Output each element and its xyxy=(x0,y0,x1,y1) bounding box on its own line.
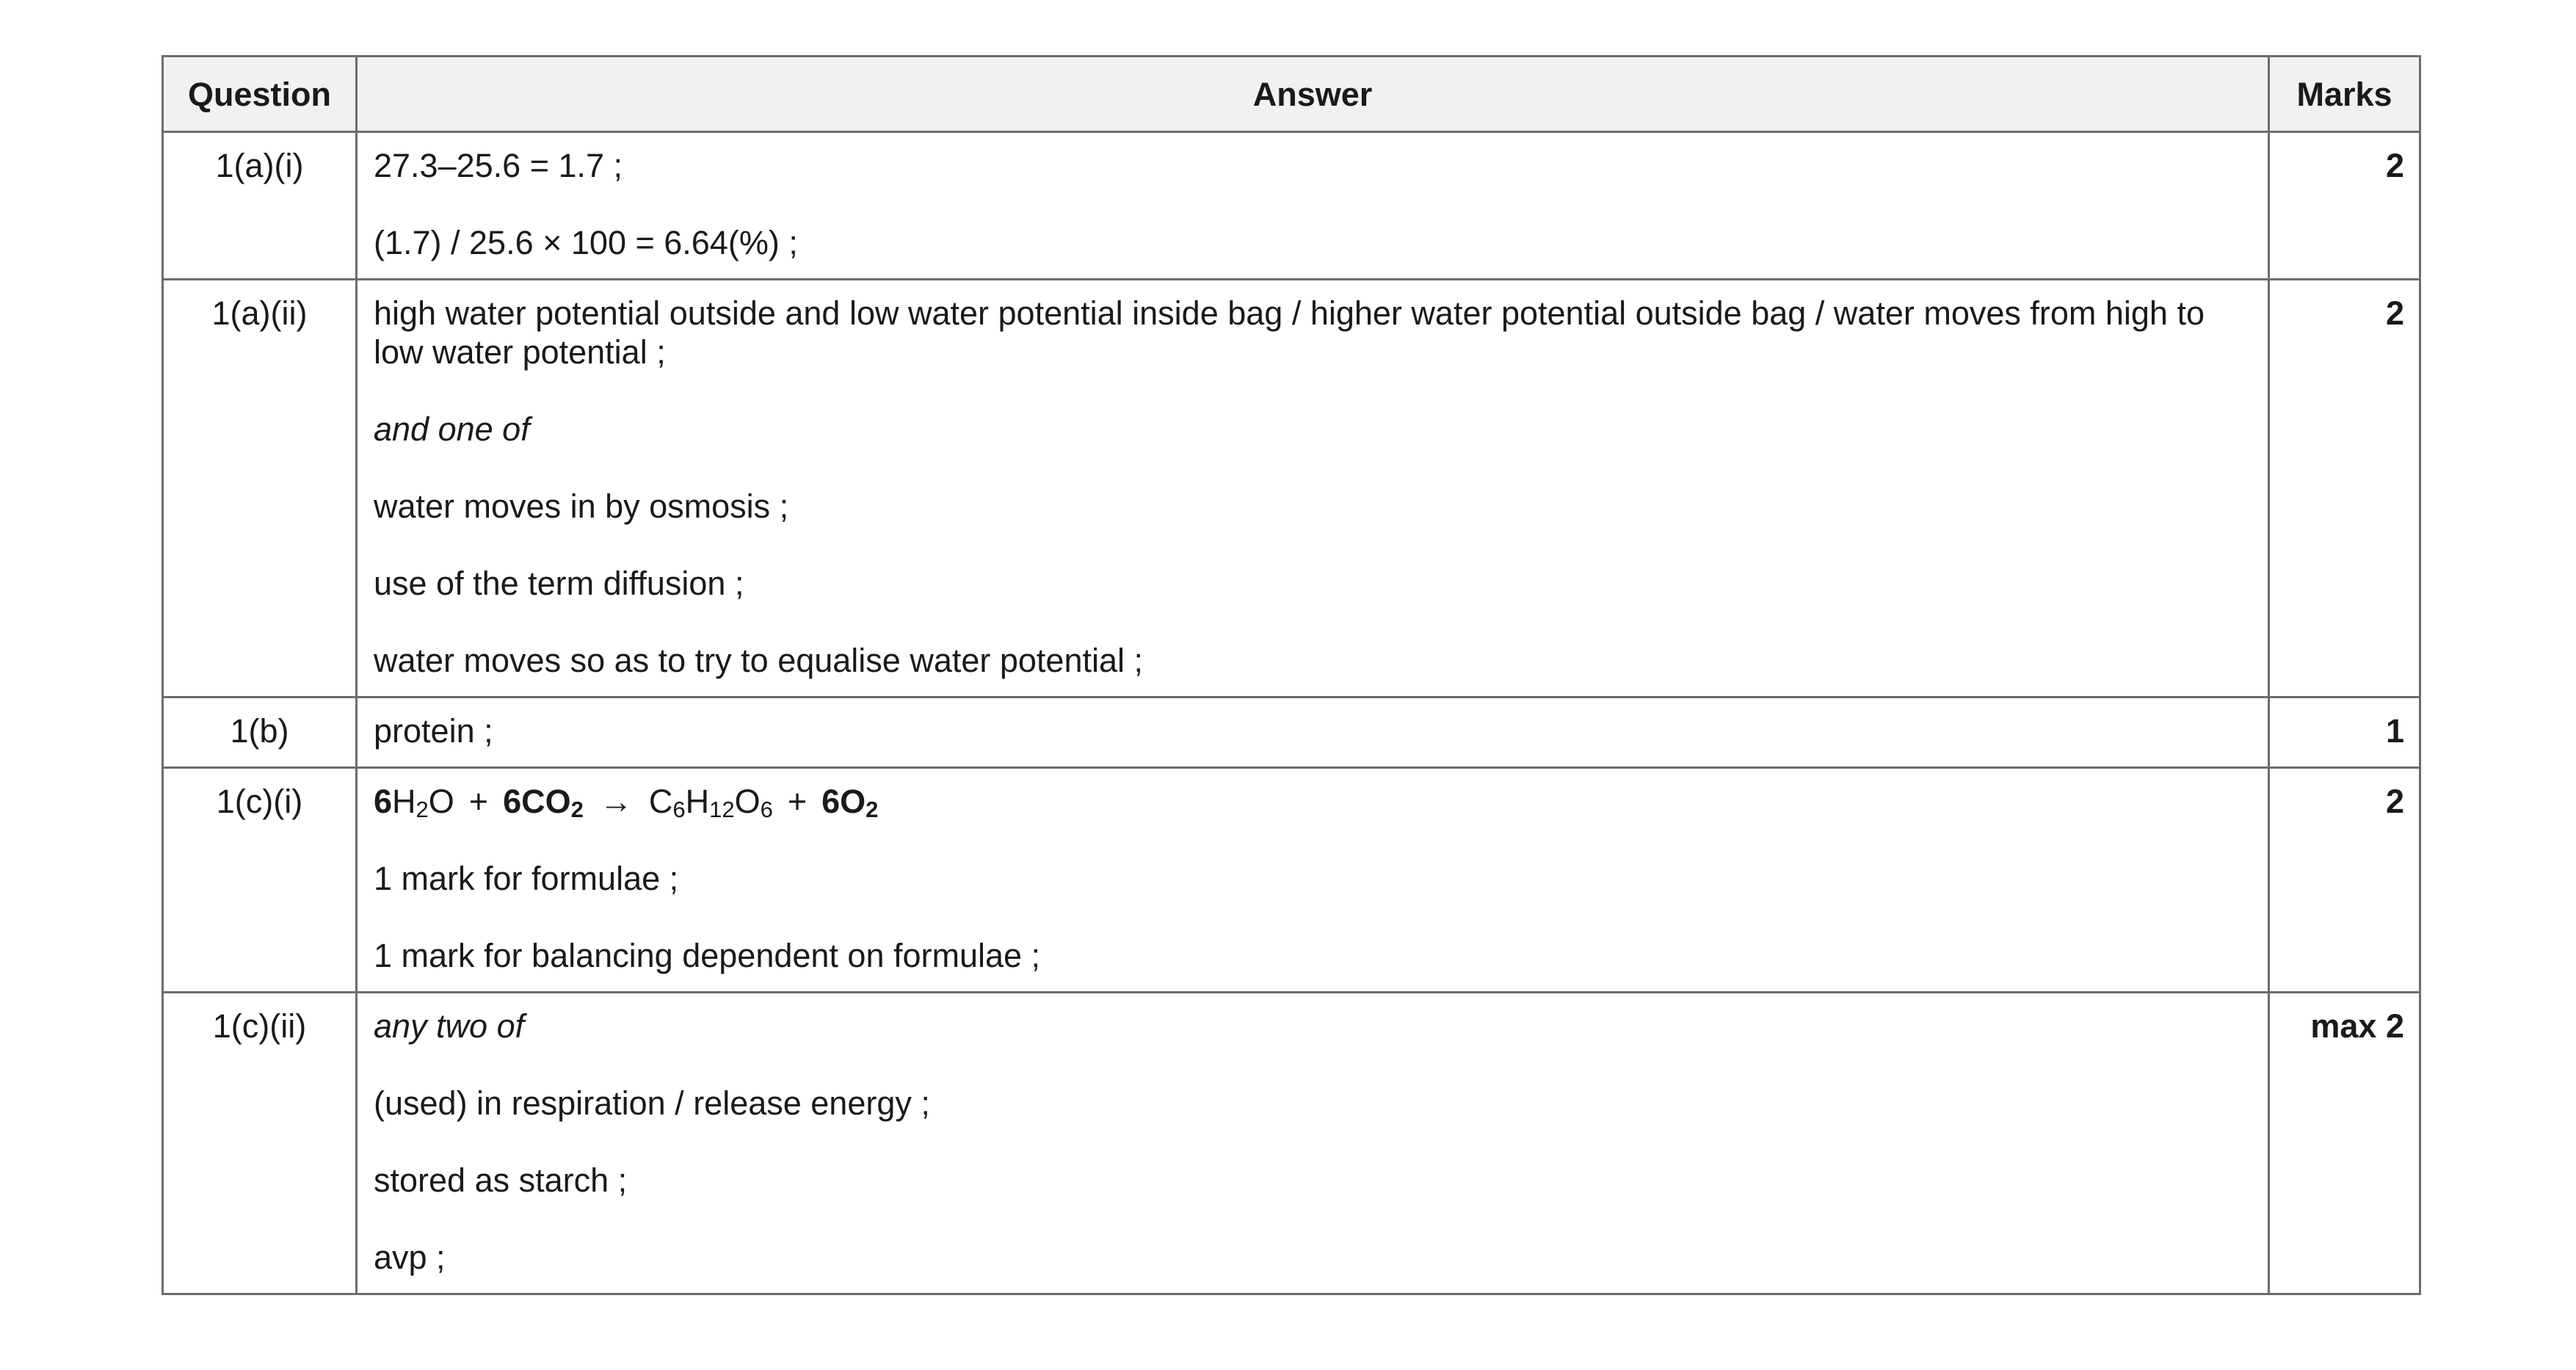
mark-scheme-table xyxy=(162,55,2421,1295)
question-number: 1(c)(ii) xyxy=(163,993,357,1294)
equation-term: O xyxy=(428,783,454,820)
question-number: 1(a)(i) xyxy=(163,132,357,280)
answer-cell xyxy=(357,768,2269,993)
marks-value: 2 xyxy=(2269,280,2420,697)
equation-term: H xyxy=(685,783,710,820)
equation-subscript: 2 xyxy=(866,797,879,822)
marks-value: max 2 xyxy=(2269,993,2420,1294)
photosynthesis-equation xyxy=(374,782,2252,821)
mark-scheme-page xyxy=(162,55,2419,1295)
question-number: 1(a)(ii) xyxy=(163,280,357,697)
marks-value: 1 xyxy=(2269,697,2420,768)
answer-cell xyxy=(357,132,2269,280)
equation-subscript: 2 xyxy=(416,797,429,822)
equation-arrow: → xyxy=(599,783,633,820)
table-row xyxy=(163,768,2420,993)
table-row xyxy=(163,697,2420,768)
answer-cell xyxy=(357,993,2269,1294)
marks-value: 2 xyxy=(2269,132,2420,280)
answer-line: (1.7) / 25.6 × 100 = 6.64(%) ; xyxy=(374,224,798,261)
equation-subscript: 6 xyxy=(760,797,773,822)
answer-line: 27.3–25.6 = 1.7 ; xyxy=(374,147,623,184)
table-row xyxy=(163,132,2420,280)
equation-coefficient: 6 xyxy=(374,783,393,820)
equation-term: H xyxy=(392,783,416,820)
answer-line: 1 mark for balancing dependent on formulae ; xyxy=(374,937,1041,974)
answer-line: (used) in respiration / release energy ; xyxy=(374,1084,930,1122)
equation-coefficient: 6O xyxy=(821,783,866,820)
marks-column-header: Marks xyxy=(2269,57,2420,132)
answer-column-header: Answer xyxy=(357,57,2269,132)
answer-line: use of the term diffusion ; xyxy=(374,565,744,602)
equation-subscript: 2 xyxy=(570,797,584,822)
question-number: 1(b) xyxy=(163,697,357,768)
equation-plus: + xyxy=(468,783,489,820)
equation-subscript: 6 xyxy=(672,797,686,822)
table-row xyxy=(163,993,2420,1294)
table-row xyxy=(163,280,2420,697)
question-column-header: Question xyxy=(163,57,357,132)
answer-instruction: and one of xyxy=(374,410,530,448)
answer-line: stored as starch ; xyxy=(374,1161,628,1199)
answer-cell xyxy=(357,280,2269,697)
answer-line: high water potential outside and low water potential inside bag / higher water potential outside bag / water moves from high to low water potential ; xyxy=(374,294,2205,371)
answer-line: water moves in by osmosis ; xyxy=(374,488,789,525)
answer-cell xyxy=(357,697,2269,768)
equation-coefficient: 6CO xyxy=(503,783,571,820)
question-number: 1(c)(i) xyxy=(163,768,357,993)
equation-term: C xyxy=(648,783,673,820)
answer-line: 1 mark for formulae ; xyxy=(374,860,679,897)
answer-instruction: any two of xyxy=(374,1007,525,1045)
table-header-row xyxy=(163,57,2420,132)
marks-value: 2 xyxy=(2269,768,2420,993)
answer-line: protein ; xyxy=(374,712,493,750)
equation-plus: + xyxy=(787,783,808,820)
equation-subscript: 12 xyxy=(709,797,735,822)
answer-line: water moves so as to try to equalise water potential ; xyxy=(374,642,1144,679)
equation-term: O xyxy=(734,783,761,820)
answer-line: avp ; xyxy=(374,1239,446,1276)
